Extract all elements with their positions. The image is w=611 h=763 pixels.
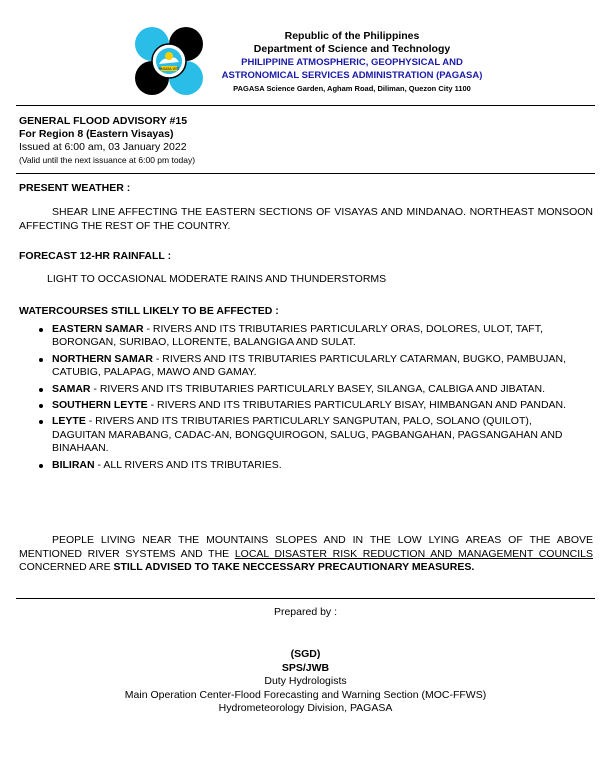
closing-divider [16, 598, 595, 599]
agency-line-2: ASTRONOMICAL SERVICES ADMINISTRATION (PAGASA) [221, 70, 483, 81]
watercourse-item-samar [52, 383, 593, 396]
forecast-title: FORECAST 12-HR RAINFALL : [19, 250, 172, 262]
signature-initials: SPS/JWB [281, 661, 330, 674]
watercourses-section [19, 305, 593, 475]
advisory-info [19, 115, 195, 167]
advisory-region: For Region 8 (Eastern Visayas) [19, 128, 174, 140]
watercourse-province: LEYTE [52, 415, 86, 428]
closing-paragraph [19, 534, 593, 575]
watercourses-title: WATERCOURSES STILL LIKELY TO BE AFFECTED : [19, 305, 279, 317]
agency-line-1: PHILIPPINE ATMOSPHERIC, GEOPHYSICAL AND [241, 57, 463, 68]
closing-councils: LOCAL DISASTER RISK REDUCTION AND MANAGEMENT COUNCILS [234, 547, 593, 560]
advisory-validity: (Valid until the next issuance at 6:00 pm today) [19, 155, 196, 165]
closing-text-2: CONCERNED ARE [19, 561, 114, 573]
watercourse-province: BILIRAN [52, 458, 95, 471]
watercourse-item-biliran [52, 459, 593, 472]
info-divider [16, 173, 595, 174]
watercourse-rivers: - RIVERS AND ITS TRIBUTARIES PARTICULARLY SANGPUTAN, PALO, SOLANO (QUILOT), DAGUITAN MARABANG, CADAC-AN, BONGQUIROGON, SALUG, PAGBANGAHAN, PAGSANGAHAN AND BINAHAAN. [52, 415, 563, 455]
advisory-issued: Issued at 6:00 am, 03 January 2022 [19, 141, 187, 153]
advisory-title: GENERAL FLOOD ADVISORY #15 [19, 115, 188, 127]
signature-role: Duty Hydrologists [264, 675, 347, 687]
prepared-by: Prepared by : [273, 606, 338, 618]
present-weather-text: SHEAR LINE AFFECTING THE EASTERN SECTIONS OF VISAYAS AND MINDANAO. NORTHEAST MONSOON AFFECTING THE REST OF THE COUNTRY. [19, 206, 593, 232]
signature-section: Main Operation Center-Flood Forecasting and Warning Section (MOC-FFWS) [124, 688, 487, 701]
watercourse-province: SOUTHERN LEYTE [52, 399, 148, 412]
watercourse-province: SAMAR [52, 382, 91, 395]
closing-text-1: PEOPLE LIVING NEAR THE MOUNTAINS SLOPES AND IN THE LOW LYING AREAS OF THE ABOVE MENTIONED RIVER SYSTEMS AND THE [19, 534, 593, 560]
closing-advice: STILL ADVISED TO TAKE NECCESSARY PRECAUTIONARY MEASURES. [113, 561, 475, 573]
watercourse-rivers: - RIVERS AND ITS TRIBUTARIES PARTICULARLY CATARMAN, BUGKO, PAMBUJAN, CATUBIG, PALAPAG, MAWO AND GAMAY. [52, 352, 566, 379]
watercourse-item-eastern-samar [52, 323, 593, 350]
signature-division: Hydrometeorology Division, PAGASA [218, 702, 393, 714]
forecast-section [19, 250, 593, 285]
header-divider [16, 105, 595, 106]
agency-header [212, 30, 492, 95]
watercourse-province: EASTERN SAMAR [52, 323, 144, 335]
present-weather-title: PRESENT WEATHER : [19, 182, 131, 194]
republic-line: Republic of the Philippines [284, 30, 420, 42]
watercourse-rivers: - RIVERS AND ITS TRIBUTARIES PARTICULARLY BASEY, SILANGA, CALBIGA AND JIBATAN. [90, 382, 546, 395]
watercourse-item-northern-samar [52, 353, 593, 380]
watercourse-rivers: - RIVERS AND ITS TRIBUTARIES PARTICULARLY BISAY, HIMBANGAN AND PANDAN. [147, 399, 567, 412]
signature-sgd: (SGD) [290, 648, 321, 660]
department-line: Department of Science and Technology [253, 43, 451, 55]
watercourse-rivers: - ALL RIVERS AND ITS TRIBUTARIES. [94, 458, 282, 471]
forecast-text: LIGHT TO OCCASIONAL MODERATE RAINS AND THUNDERSTORMS [47, 273, 387, 285]
pagasa-logo [134, 26, 204, 96]
watercourse-province: NORTHERN SAMAR [52, 352, 153, 365]
watercourse-item-leyte [52, 415, 593, 455]
agency-address: PAGASA Science Garden, Agham Road, Diliman, Quezon City 1100 [233, 84, 471, 93]
present-weather-section [19, 182, 593, 233]
watercourse-rivers: - RIVERS AND ITS TRIBUTARIES PARTICULARLY ORAS, DOLORES, ULOT, TAFT, BORONGAN, SURIBAO, LLORENTE, BALANGIGA AND SULAT. [52, 323, 543, 349]
watercourse-list [19, 323, 593, 472]
logo-lettering: PAGASA 1972 [158, 67, 180, 71]
signature-block [0, 648, 611, 716]
watercourse-item-southern-leyte [52, 399, 593, 412]
